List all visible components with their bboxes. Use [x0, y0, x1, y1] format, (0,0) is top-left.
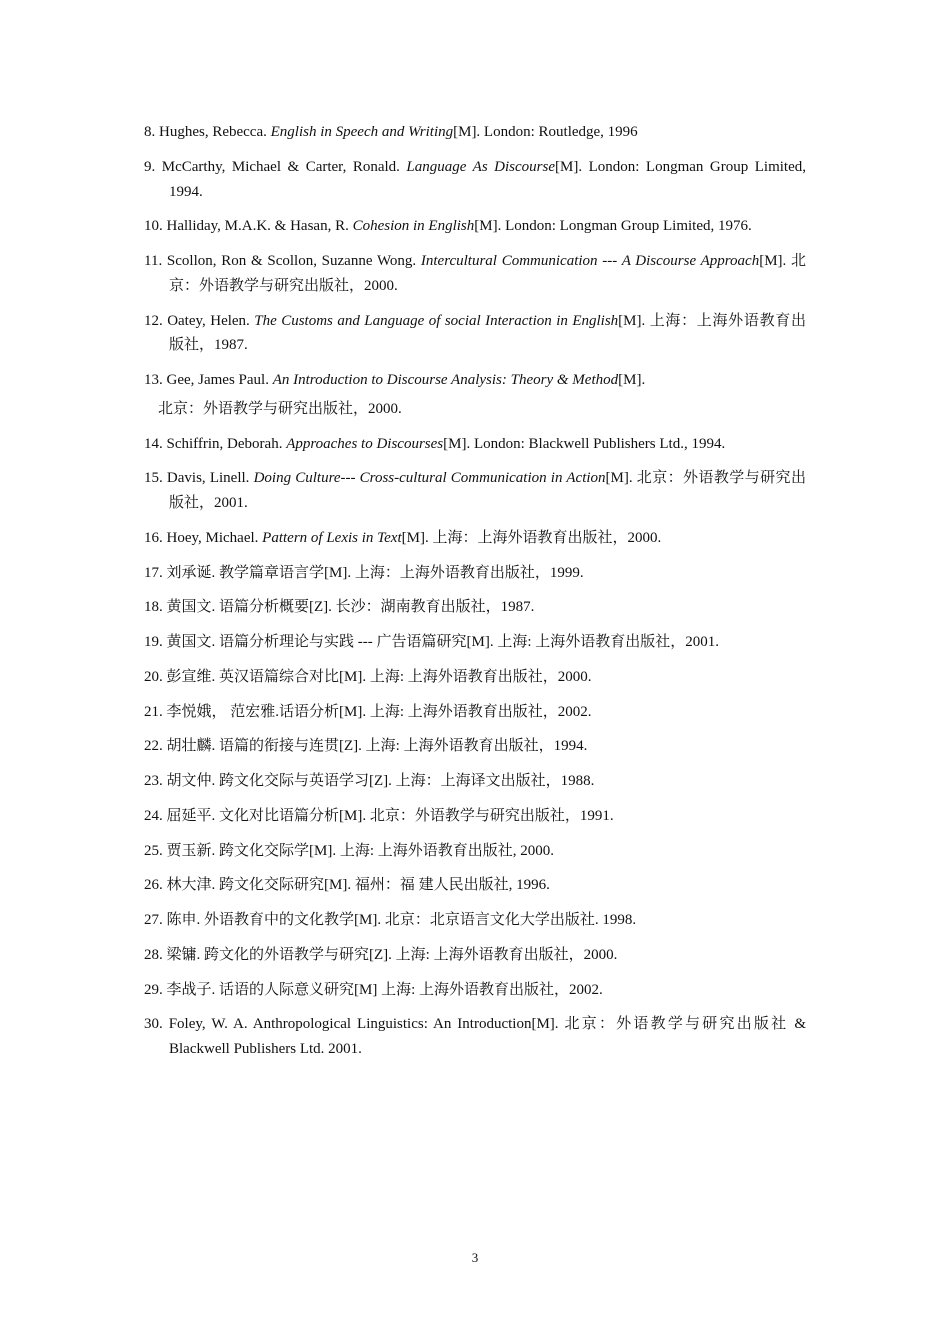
reference-item: 19. 黄国文. 语篇分析理论与实践 --- 广告语篇研究[M]. 上海: 上海外语教育出版社，2001.: [144, 634, 719, 650]
reference-title: Approaches to Discourses: [286, 435, 444, 452]
reference-item: 26. 林大津. 跨文化交际研究[M]. 福州：福 建人民出版社, 1996.: [144, 877, 550, 894]
reference-title: English in Speech and Writing: [270, 124, 454, 140]
reference-item: 13. Gee, James Paul. An Introduction to Discourse Analysis: Theory & Method[M].: [144, 372, 646, 388]
reference-title: An Introduction to Discourse Analysis: Theory & Method: [272, 372, 619, 388]
reference-item: 8. Hughes, Rebecca. English in Speech and Writing[M]. London: Routledge, 1996: [144, 124, 638, 140]
reference-item: 18. 黄国文. 语篇分析概要[Z]. 长沙：湖南教育出版社，1987.: [144, 599, 535, 616]
reference-title: Intercultural Communication --- A Discourse Approach: [420, 253, 760, 269]
reference-item: 12. Oatey, Helen. The Customs and Language of social Interaction in English[M]. 上海：上海外语教育出版社，1987.: [144, 312, 806, 354]
reference-item: 29. 李战子. 话语的人际意义研究[M] 上海: 上海外语教育出版社，2002.: [144, 981, 603, 998]
reference-list: [144, 120, 806, 1072]
reference-item: 11. Scollon, Ron & Scollon, Suzanne Wong. Intercultural Communication --- A Discourse Approach[M]. 北京：外语教学与研究出版社，2000.: [144, 253, 807, 294]
reference-item: 30. Foley, W. A. Anthropological Linguistics: An Introduction[M]. 北京：外语教学与研究出版社 & Blackwell Publishers Ltd. 2001.: [144, 1016, 806, 1057]
reference-continuation: 北京：外语教学与研究出版社，2000.: [158, 400, 402, 417]
reference-item: 28. 梁镛. 跨文化的外语教学与研究[Z]. 上海: 上海外语教育出版社，2000.: [144, 946, 618, 963]
reference-item: 22. 胡壮麟. 语篇的衔接与连贯[Z]. 上海: 上海外语教育出版社，1994.: [144, 738, 588, 755]
reference-item: 15. Davis, Linell. Doing Culture--- Cross-cultural Communication in Action[M]. 北京：外语教学与研究出版社，2001.: [144, 470, 806, 511]
reference-item: 25. 贾玉新. 跨文化交际学[M]. 上海: 上海外语教育出版社, 2000.: [144, 842, 554, 859]
reference-item: 20. 彭宣维. 英汉语篇综合对比[M]. 上海: 上海外语教育出版社，2000.: [144, 668, 592, 685]
reference-title: The Customs and Language of social Interaction in English: [254, 312, 619, 329]
reference-item: 10. Halliday, M.A.K. & Hasan, R. Cohesion in English[M]. London: Longman Group Limited, 1976.: [144, 218, 752, 235]
reference-item: 14. Schiffrin, Deborah. Approaches to Discourses[M]. London: Blackwell Publishers Ltd., 1994.: [144, 435, 726, 452]
page-number: 3: [471, 1250, 479, 1265]
reference-title: Doing Culture--- Cross-cultural Communication in Action: [253, 470, 606, 487]
reference-item: 24. 屈延平. 文化对比语篇分析[M]. 北京：外语教学与研究出版社，1991.: [144, 807, 614, 824]
reference-title: Pattern of Lexis in Text: [262, 529, 402, 546]
reference-item: 27. 陈申. 外语教育中的文化教学[M]. 北京：北京语言文化大学出版社. 1998.: [144, 912, 637, 928]
reference-item: 9. McCarthy, Michael & Carter, Ronald. Language As Discourse[M]. London: Longman Group Limited, 1994.: [144, 158, 806, 200]
reference-title: Language As Discourse: [406, 158, 555, 175]
reference-item: 16. Hoey, Michael. Pattern of Lexis in Text[M]. 上海：上海外语教育出版社，2000.: [144, 529, 662, 546]
reference-item: 17. 刘承诞. 教学篇章语言学[M]. 上海：上海外语教育出版社，1999.: [144, 564, 584, 581]
reference-item: 21. 李悦娥， 范宏雅.话语分析[M]. 上海: 上海外语教育出版社，2002.: [144, 703, 592, 720]
reference-title: Cohesion in English: [352, 218, 475, 235]
reference-item: 23. 胡文仲. 跨文化交际与英语学习[Z]. 上海：上海译文出版社，1988.: [144, 773, 595, 789]
